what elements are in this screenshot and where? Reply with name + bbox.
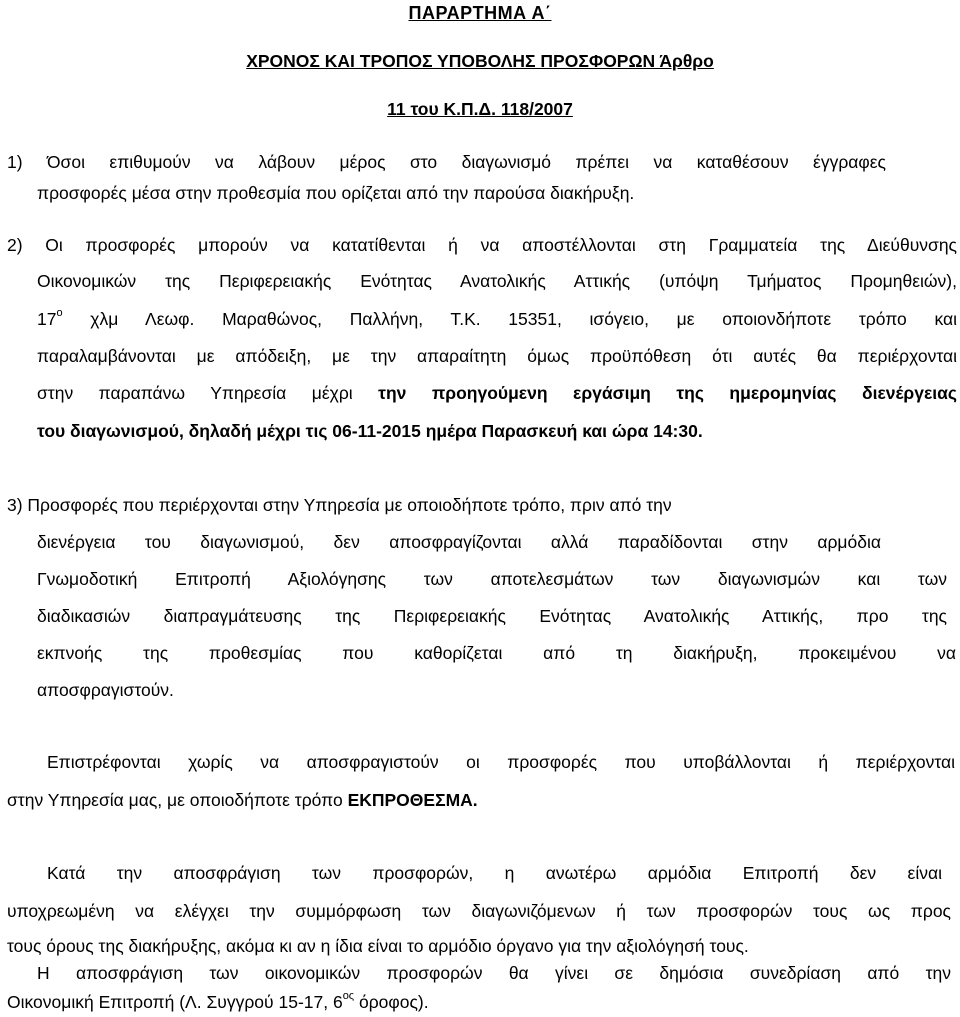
paragraph-2-line-3: $17^o$ χλμ Λεωφ. Μαραθώνος, Παλλήνη, Τ.Κ. 15351, ισόγειο, με οποιονδήποτε τρόπο και xyxy=(37,307,957,329)
paragraph-2-line-1: 2) Οι προσφορές μπορούν να κατατίθενται ή να αποστέλλονται στη Γραμματεία της Διεύθυνσης xyxy=(7,235,957,255)
paragraph-2-line-2: Οικονομικών της Περιφερειακής Ενότητας Ανατολικής Αττικής (υπόψη Τμήματος Προμηθειών), xyxy=(37,271,957,291)
paragraph-6-line-1: Η αποσφράγιση των οικονομικών προσφορών θα γίνει σε δημόσια συνεδρίαση από την xyxy=(37,963,951,983)
paragraph-1-line-2: προσφορές μέσα στην προθεσμία που ορίζεται από την παρούσα διακήρυξη. xyxy=(37,183,635,203)
appendix-title: ΠΑΡΑΡΤΗΜΑ Α΄ xyxy=(408,3,552,23)
paragraph-6-line-2: Οικονομική Επιτροπή (Λ. Συγγρού 15-17, $6^{o\varsigma}$ όροφος). xyxy=(7,990,429,1012)
section-title-line1: ΧΡΟΝΟΣ ΚΑΙ ΤΡΟΠΟΣ ΥΠΟΒΟΛΗΣ ΠΡΟΣΦΟΡΩΝ Άρθρο xyxy=(246,51,714,71)
paragraph-2-line-4: παραλαμβάνονται με απόδειξη, με την απαραίτητη όμως προϋπόθεση ότι αυτές θα περιέρχονται xyxy=(37,346,957,366)
paragraph-3-line-6: αποσφραγιστούν. xyxy=(37,680,174,700)
paragraph-5-line-3: τους όρους της διακήρυξης, ακόμα κι αν η ίδια είναι το αρμόδιο όργανο για την αξιολόγησή τους. xyxy=(7,936,749,956)
paragraph-2-line-5: στην παραπάνω Υπηρεσία μέχρι την προηγούμενη εργάσιμη της ημερομηνίας διενέργειας xyxy=(37,383,957,403)
section-title-line2: 11 του Κ.Π.Δ. 118/2007 xyxy=(387,99,573,119)
paragraph-3-line-4: διαδικασιών διαπραγμάτευσης της Περιφερειακής Ενότητας Ανατολικής Αττικής, προ της xyxy=(37,606,947,626)
paragraph-5-line-1: Κατά την αποσφράγιση των προσφορών, η ανωτέρω αρμόδια Επιτροπή δεν είναι xyxy=(47,863,942,883)
paragraph-4-line-2: στην Υπηρεσία μας, με οποιοδήποτε τρόπο ΕΚΠΡΟΘΕΣΜΑ. xyxy=(7,790,478,810)
paragraph-3-line-1: 3) Προσφορές που περιέρχονται στην Υπηρεσία με οποιοδήποτε τρόπο, πριν από την xyxy=(7,495,672,515)
paragraph-5-line-2: υποχρεωμένη να ελέγχει την συμμόρφωση των διαγωνιζόμενων ή των προσφορών τους ως προς xyxy=(7,901,951,921)
paragraph-4-line-1: Επιστρέφονται χωρίς να αποσφραγιστούν οι προσφορές που υποβάλλονται ή περιέρχονται xyxy=(47,752,955,772)
paragraph-3-line-2: διενέργεια του διαγωνισμού, δεν αποσφραγίζονται αλλά παραδίδονται στην αρμόδια xyxy=(37,532,881,552)
paragraph-1-line-1: 1) Όσοι επιθυμούν να λάβουν μέρος στο διαγωνισμό πρέπει να καταθέσουν έγγραφες xyxy=(7,152,886,172)
paragraph-3-line-3: Γνωμοδοτική Επιτροπή Αξιολόγησης των αποτελεσμάτων των διαγωνισμών και των xyxy=(37,569,947,589)
paragraph-3-line-5: εκπνοής της προθεσμίας που καθορίζεται από τη διακήρυξη, προκειμένου να xyxy=(37,643,956,663)
paragraph-2-line-6: του διαγωνισμού, δηλαδή μέχρι τις 06-11-2015 ημέρα Παρασκευή και ώρα 14:30. xyxy=(37,421,703,441)
